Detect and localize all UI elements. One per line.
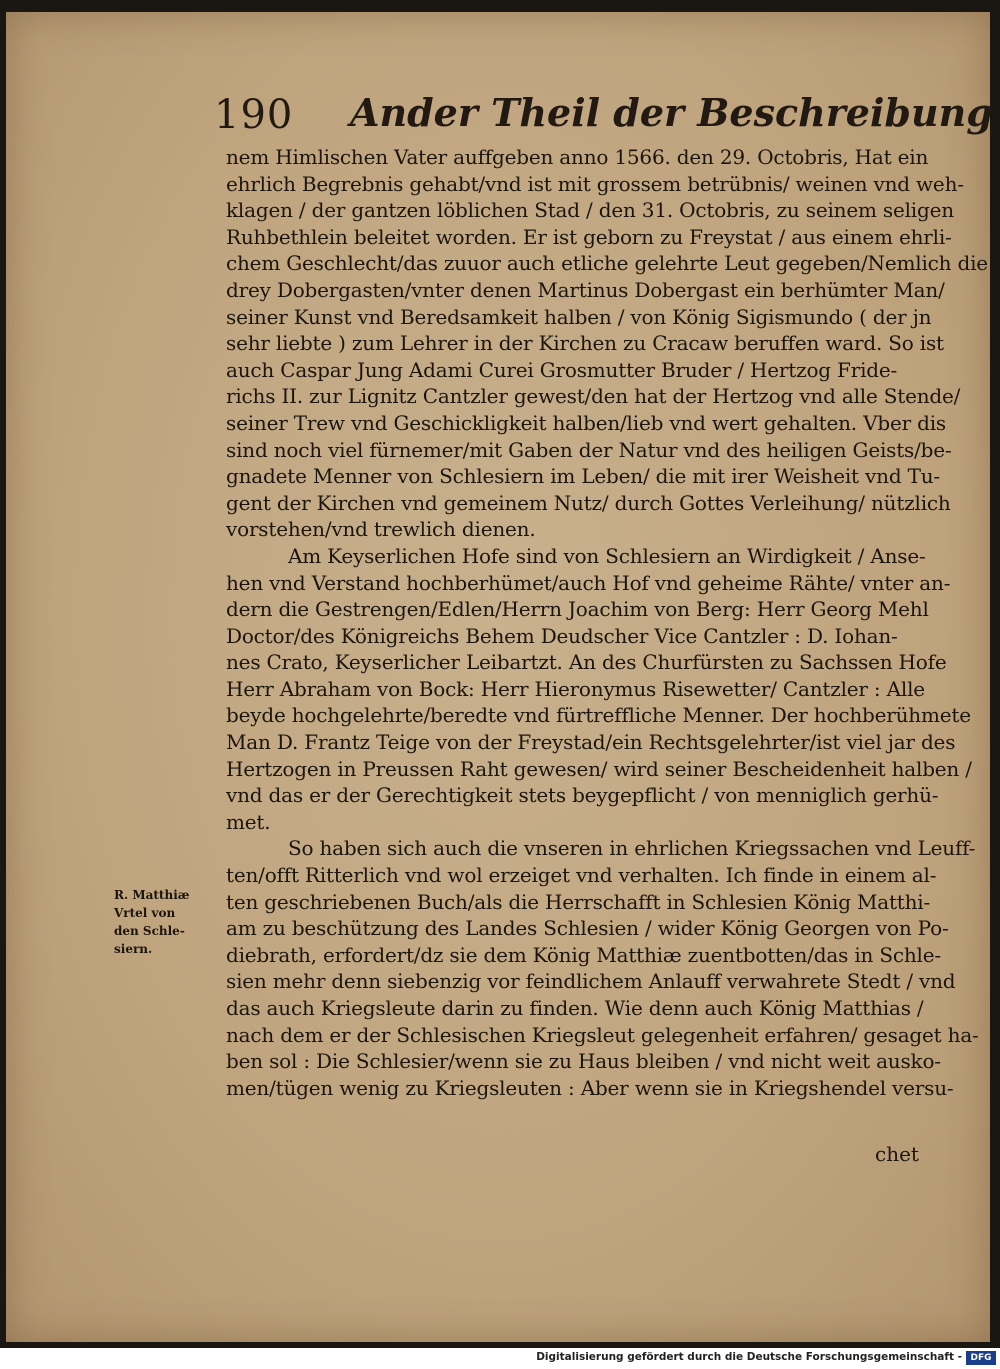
text-line: klagen / der gantzen löblichen Stad / den 31. Octobris, zu seinem seligen — [226, 198, 954, 223]
text-line: am zu beschützung des Landes Schlesien / wider König Georgen von Po- — [226, 916, 949, 941]
margin-note-line: R. Matthiæ — [114, 888, 190, 902]
text-line: met. — [226, 809, 271, 834]
text-line: vorstehen/vnd trewlich dienen. — [226, 517, 536, 542]
catchword: chet — [875, 1142, 919, 1166]
text-line: gnadete Menner von Schlesiern im Leben/ die mit irer Weisheit vnd Tu- — [226, 464, 940, 489]
text-line: sind noch viel fürnemer/mit Gaben der Natur vnd des heiligen Geists/be- — [226, 437, 952, 462]
text-line: nach dem er der Schlesischen Kriegsleut gelegenheit erfahren/ gesaget ha- — [226, 1022, 979, 1047]
funding-credit: Digitalisierung gefördert durch die Deutsche Forschungsgemeinschaft - — [536, 1351, 962, 1363]
text-line: vnd das er der Gerechtigkeit stets beygepflicht / von menniglich gerhü- — [226, 783, 939, 808]
text-line: Hertzogen in Preussen Raht gewesen/ wird seiner Bescheidenheit halben / — [226, 756, 972, 781]
text-line: Ruhbethlein beleitet worden. Er ist geborn zu Freystat / aus einem ehrli- — [226, 224, 952, 249]
text-line: sien mehr denn siebenzig vor feindlichem Anlauff verwahrete Stedt / vnd — [226, 969, 956, 994]
text-line: das auch Kriegsleute darin zu finden. Wie denn auch König Matthias / — [226, 996, 924, 1020]
text-line: men/tügen wenig zu Kriegsleuten : Aber wenn sie in Kriegshendel versu- — [226, 1075, 954, 1100]
text-line: dern die Gestrengen/Edlen/Herrn Joachim von Berg: Herr Georg Mehl — [226, 597, 929, 622]
footer-bar — [0, 1348, 1000, 1369]
text-line: auch Caspar Jung Adami Curei Grosmutter Bruder / Hertzog Fride- — [226, 357, 898, 382]
text-line: seiner Trew vnd Geschickligkeit halben/lieb vnd wert gehalten. Vber dis — [226, 410, 946, 435]
text-line: ben sol : Die Schlesier/wenn sie zu Haus bleiben / vnd nicht weit ausko- — [226, 1049, 941, 1074]
text-line: ehrlich Begrebnis gehabt/vnd ist mit grossem betrübnis/ weinen vnd weh- — [226, 171, 964, 196]
text-line: drey Dobergasten/vnter denen Martinus Dobergast ein berhümter Man/ — [226, 277, 945, 302]
text-line: beyde hochgelehrte/beredte vnd fürtreffliche Menner. Der hochberühmete — [226, 703, 971, 728]
text-line: seiner Kunst vnd Beredsamkeit halben / von König Sigismundo ( der jn — [226, 304, 932, 329]
text-line: Herr Abraham von Bock: Herr Hieronymus Risewetter/ Cantzler : Alle — [226, 676, 925, 701]
margin-note-line: den Schle- — [114, 924, 185, 938]
margin-note — [114, 886, 219, 958]
running-head: Ander Theil der Beschreibung — [350, 90, 993, 135]
text-line: richs II. zur Lignitz Cantzler gewest/den hat der Hertzog vnd alle Stende/ — [226, 384, 961, 409]
dfg-logo: DFG — [966, 1351, 996, 1365]
text-line: Am Keyserlichen Hofe sind von Schlesiern an Wirdigkeit / Anse- — [288, 543, 926, 568]
text-line: chem Geschlecht/das zuuor auch etliche gelehrte Leut gegeben/Nemlich die — [226, 251, 988, 276]
text-line: Man D. Frantz Teige von der Freystad/ein Rechtsgelehrter/ist viel jar des — [226, 730, 956, 755]
page-number: 190 — [214, 92, 294, 138]
text-line: ten/offt Ritterlich vnd wol erzeiget vnd verhalten. Ich finde in einem al- — [226, 863, 937, 888]
margin-note-line: siern. — [114, 942, 153, 956]
text-line: diebrath, erfordert/dz sie dem König Matthiæ zuentbotten/das in Schle- — [226, 942, 941, 967]
text-line: gent der Kirchen vnd gemeinem Nutz/ durch Gottes Verleihung/ nützlich — [226, 490, 951, 515]
text-line: sehr liebte ) zum Lehrer in der Kirchen zu Cracaw beruffen ward. So ist — [226, 331, 944, 356]
text-line: ten geschriebenen Buch/als die Herrschafft in Schlesien König Matthi- — [226, 889, 931, 914]
text-line: Doctor/des Königreichs Behem Deudscher Vice Cantzler : D. Iohan- — [226, 623, 898, 648]
text-line: So haben sich auch die vnseren in ehrlichen Kriegssachen vnd Leuff- — [288, 836, 976, 861]
body-text — [226, 144, 988, 1101]
text-line: hen vnd Verstand hochberhümet/auch Hof vnd geheime Rähte/ vnter an- — [226, 570, 951, 595]
text-line: nem Himlischen Vater auffgeben anno 1566. den 29. Octobris, Hat ein — [226, 145, 929, 169]
margin-note-line: Vrtel von — [114, 906, 176, 920]
text-line: nes Crato, Keyserlicher Leibartzt. An des Churfürsten zu Sachssen Hofe — [226, 650, 947, 675]
